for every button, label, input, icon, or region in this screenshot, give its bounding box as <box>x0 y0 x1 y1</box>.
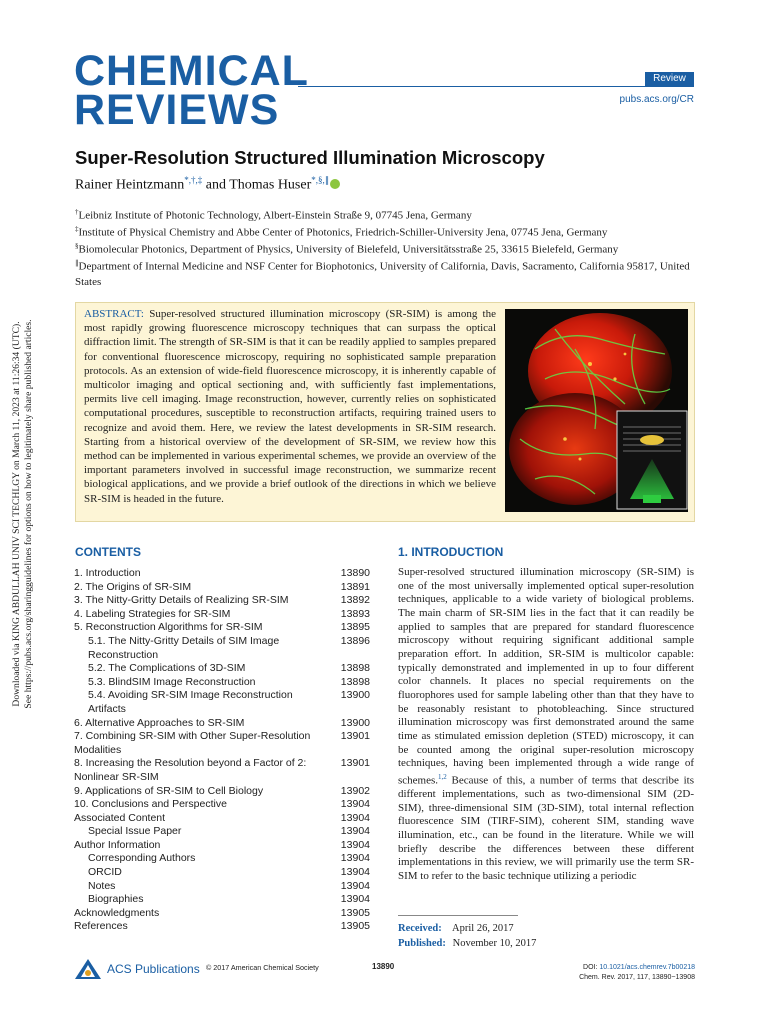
author1-marks[interactable]: *,†,‡ <box>184 175 203 185</box>
acs-publications-logo[interactable] <box>74 958 200 980</box>
publication-dates <box>398 921 536 951</box>
download-note-line2: See https://pubs.acs.org/sharingguidelines for options on how to legitimately share published articles. <box>23 319 34 709</box>
toc-entry-title[interactable]: Special Issue Paper <box>88 825 182 838</box>
toc-entry-page: 13898 <box>340 662 370 675</box>
affiliation-4 <box>75 256 695 290</box>
journal-url-link[interactable]: pubs.acs.org/CR <box>619 94 694 105</box>
toc-entry-page: 13900 <box>340 716 370 729</box>
toc-entry-page: 13904 <box>340 825 370 838</box>
doi-link[interactable]: 10.1021/acs.chemrev.7b00218 <box>599 964 695 971</box>
toc-entry[interactable] <box>74 798 370 812</box>
affiliation-text: Leibniz Institute of Photonic Technology, Albert-Einstein Straße 9, 07745 Jena, Germany <box>78 209 472 222</box>
abstract-graphic <box>505 309 688 512</box>
affiliation-3 <box>75 239 695 258</box>
download-note <box>11 119 35 909</box>
toc-entry[interactable] <box>74 839 370 853</box>
toc-entry-title[interactable]: 2. The Origins of SR-SIM <box>74 580 192 593</box>
affiliation-text: Department of Internal Medicine and NSF Center for Biophotonics, University of California, Davis, Sacramento, California 95817, United States <box>75 260 690 288</box>
toc-entry[interactable] <box>74 893 370 907</box>
toc-entry-page: 13898 <box>340 675 370 688</box>
publisher-name: ACS Publications <box>107 962 200 976</box>
toc-entry-title[interactable]: Corresponding Authors <box>88 852 196 865</box>
toc-entry-page: 13900 <box>340 689 370 702</box>
journal-logo-line2[interactable]: REVIEWS <box>74 86 280 134</box>
toc-entry-page: 13891 <box>340 580 370 593</box>
toc-entry-page: 13902 <box>340 784 370 797</box>
abstract-label: ABSTRACT: <box>84 308 144 320</box>
author-line <box>75 175 340 194</box>
toc-entry[interactable] <box>74 581 370 595</box>
toc-entry[interactable] <box>74 567 370 581</box>
toc-entry-page: 13895 <box>340 621 370 634</box>
journal-logo-line1[interactable]: CHEMICAL <box>74 47 309 95</box>
toc-entry[interactable] <box>74 608 370 622</box>
published-label: Published: <box>398 938 446 949</box>
affiliation-text: Biomolecular Photonics, Department of Physics, University of Bielefeld, Universitätsstraße 25, 33615 Bielefeld, Germany <box>78 243 619 256</box>
toc-entry-title[interactable]: 9. Applications of SR-SIM to Cell Biology <box>74 784 264 797</box>
published-date: November 10, 2017 <box>452 938 537 949</box>
toc-entry-page: 13904 <box>340 798 370 811</box>
toc-entry[interactable] <box>74 907 370 921</box>
article-title: Super-Resolution Structured Illumination Microscopy <box>75 147 545 168</box>
author2-marks[interactable]: *,§,∥ <box>311 175 330 185</box>
introduction-text <box>398 566 694 884</box>
published-date-row <box>398 936 536 951</box>
toc-entry-title[interactable]: 1. Introduction <box>74 567 141 579</box>
toc-entry[interactable] <box>74 621 370 635</box>
toc-entry[interactable] <box>74 920 370 934</box>
citation: Chem. Rev. 2017, 117, 13890−13908 <box>579 973 695 981</box>
toc-entry-page: 13890 <box>340 567 370 579</box>
toc-entry-page: 13893 <box>340 607 370 620</box>
toc-entry-page: 13905 <box>340 920 370 933</box>
toc-entry[interactable] <box>74 689 370 716</box>
doi-prefix: DOI: <box>583 964 600 971</box>
reference-link[interactable]: 1,2 <box>438 772 447 781</box>
article-type-badge: Review <box>645 72 694 86</box>
doi-citation <box>520 963 695 982</box>
toc-entry-title[interactable]: Notes <box>88 879 116 892</box>
toc-entry-page: 13904 <box>340 893 370 906</box>
toc-entry-title[interactable]: 4. Labeling Strategies for SR-SIM <box>74 607 231 620</box>
toc-entry[interactable] <box>74 785 370 799</box>
download-note-line1: Downloaded via KING ABDULLAH UNIV SCI TECHLGY on March 11, 2023 at 11:26:34 (UTC). <box>11 321 22 707</box>
toc-entry-title[interactable]: Biographies <box>88 893 144 906</box>
toc-entry-page: 13904 <box>340 838 370 851</box>
affiliation-mark: † <box>75 208 79 216</box>
affiliation-1 <box>75 205 695 224</box>
toc-entry-title[interactable]: 3. The Nitty-Gritty Details of Realizing SR-SIM <box>74 594 289 607</box>
toc-entry-title[interactable]: 7. Combining SR-SIM with Other Super-Resolution Modalities <box>74 730 311 756</box>
toc-entry-title[interactable]: 6. Alternative Approaches to SR-SIM <box>74 716 245 729</box>
toc-entry[interactable] <box>74 852 370 866</box>
toc-entry[interactable] <box>74 635 370 662</box>
toc-entry[interactable] <box>74 812 370 826</box>
affiliation-mark: ‡ <box>75 225 79 233</box>
author-huser[interactable]: Thomas Huser <box>229 177 312 193</box>
contents-heading: CONTENTS <box>75 545 141 559</box>
introduction-heading: 1. INTRODUCTION <box>398 545 504 559</box>
received-date-row <box>398 921 536 936</box>
toc-entry-page: 13904 <box>340 866 370 879</box>
toc-entry-title[interactable]: 5.2. The Complications of 3D-SIM <box>88 662 246 675</box>
author-join: and <box>202 177 230 193</box>
author-heintzmann[interactable]: Rainer Heintzmann <box>75 177 185 193</box>
table-of-contents <box>74 567 370 934</box>
toc-entry[interactable] <box>74 866 370 880</box>
toc-entry[interactable] <box>74 825 370 839</box>
toc-entry[interactable] <box>74 594 370 608</box>
toc-entry-page: 13904 <box>340 879 370 892</box>
toc-entry-title[interactable]: 8. Increasing the Resolution beyond a Factor of 2: Nonlinear SR-SIM <box>74 757 307 783</box>
toc-entry-page: 13892 <box>340 594 370 607</box>
toc-entry-page: 13901 <box>340 730 370 743</box>
acs-logo-icon <box>74 958 102 980</box>
toc-entry-title[interactable]: ORCID <box>88 866 122 879</box>
toc-entry-page: 13905 <box>340 906 370 919</box>
received-date: April 26, 2017 <box>452 923 514 934</box>
header-rule <box>298 86 694 87</box>
toc-entry-page: 13896 <box>340 634 370 647</box>
toc-entry-title[interactable]: Associated Content <box>74 811 166 824</box>
toc-entry-title[interactable]: 5.4. Avoiding SR-SIM Image Reconstruction Artifacts <box>88 689 293 715</box>
toc-entry-title[interactable]: 5.3. BlindSIM Image Reconstruction <box>88 675 256 688</box>
sample-spot <box>640 435 664 445</box>
intro-text-part2: Because of this, a number of terms that describe its different implementations, such as two-dimensional SIM (2D-SIM), three-dimensional SIM (3D-SIM), total internal reflection fluorescence SIM (TIRF-SIM), coherent SIM, standing wave illumination, etc., can be found in the literature. While we will briefly describe the differences between these different implementations in this review, we will primarily use the term SR-SIM to refer to the basic technique utilizing a periodic <box>398 774 694 883</box>
toc-entry[interactable] <box>74 730 370 757</box>
abstract-text <box>84 307 496 506</box>
toc-entry[interactable] <box>74 717 370 731</box>
toc-entry[interactable] <box>74 880 370 894</box>
toc-entry[interactable] <box>74 662 370 676</box>
abstract-body: Super-resolved structured illumination microscopy (SR-SIM) is among the most rapidly growing fluorescence microscopy techniques that can surpass the optical diffraction limit. The strength of SR-SIM is that it can be readily applied to samples prepared for conventional fluorescence microscopy, requiring no sophisticated sample preparation protocols. As an extension of wide-field fluorescence microscopy, it is inherently capable of multicolor imaging and optical sectioning and, with sufficiently fast implementations, permits live cell imaging. Image reconstruction, however, currently relies on sophisticated computational procedures, susceptible to reconstruction artifacts, requiring trained users to recognize and avoid them. Here, we review the latest developments in SR-SIM research. Starting from a historical overview of the development of SR-SIM, we review how this method can be implemented in various experimental schemes, we provide an overview of the important parameters involved in successful image reconstruction, we summarize recent biological applications, and we provide a brief outlook of the directions in which we believe SR-SIM is headed in the future. <box>84 308 496 505</box>
toc-entry-title[interactable]: Author Information <box>74 838 161 851</box>
toc-entry-page: 13904 <box>340 852 370 865</box>
toc-entry-title[interactable]: References <box>74 920 128 933</box>
affiliation-2 <box>75 222 695 241</box>
intro-text-part1: Super-resolved structured illumination microscopy (SR-SIM) is one of the most universally implemented optical super-resolution techniques, applicable to a wide variety of biological problems. The main charm of SR-SIM lies in the fact that it can readily be applied to samples that are prepared for standard fluorescence microscopy without requiring significant additional sample preparation effort. In addition, SR-SIM is multicolor capable: typically demonstrated and implemented in up to four different color channels. It places no special requirements on the fluorophores used for sample labeling other than that they have to be reasonably resistant to photobleaching. Since structured illumination microscopy was first demonstrated around the same time as stimulated emission depletion (STED) microscopy, it can be counted among the original super-resolution microscopy techniques, having been implemented through a wide range of schemes. <box>398 566 694 787</box>
page-number: 13890 <box>372 962 395 971</box>
toc-entry-page: 13904 <box>340 811 370 824</box>
received-label: Received: <box>398 923 442 934</box>
toc-entry[interactable] <box>74 676 370 690</box>
toc-entry-title[interactable]: 10. Conclusions and Perspective <box>74 798 227 811</box>
affiliation-mark: ∥ <box>75 259 79 267</box>
copyright: © 2017 American Chemical Society <box>206 963 319 972</box>
toc-entry-title[interactable]: 5.1. The Nitty-Gritty Details of SIM Image Reconstruction <box>88 634 280 661</box>
dates-rule <box>398 915 518 916</box>
orcid-icon[interactable] <box>330 179 340 189</box>
toc-entry-page: 13901 <box>340 757 370 770</box>
objective-lens <box>643 495 661 503</box>
affiliation-mark: § <box>75 242 79 250</box>
toc-entry[interactable] <box>74 757 370 784</box>
affiliation-text: Institute of Physical Chemistry and Abbe Center of Photonics, Friedrich-Schiller-University Jena, 07745 Jena, Germany <box>78 226 608 239</box>
toc-entry-title[interactable]: Acknowledgments <box>74 906 160 919</box>
toc-entry-title[interactable]: 5. Reconstruction Algorithms for SR-SIM <box>74 621 263 634</box>
